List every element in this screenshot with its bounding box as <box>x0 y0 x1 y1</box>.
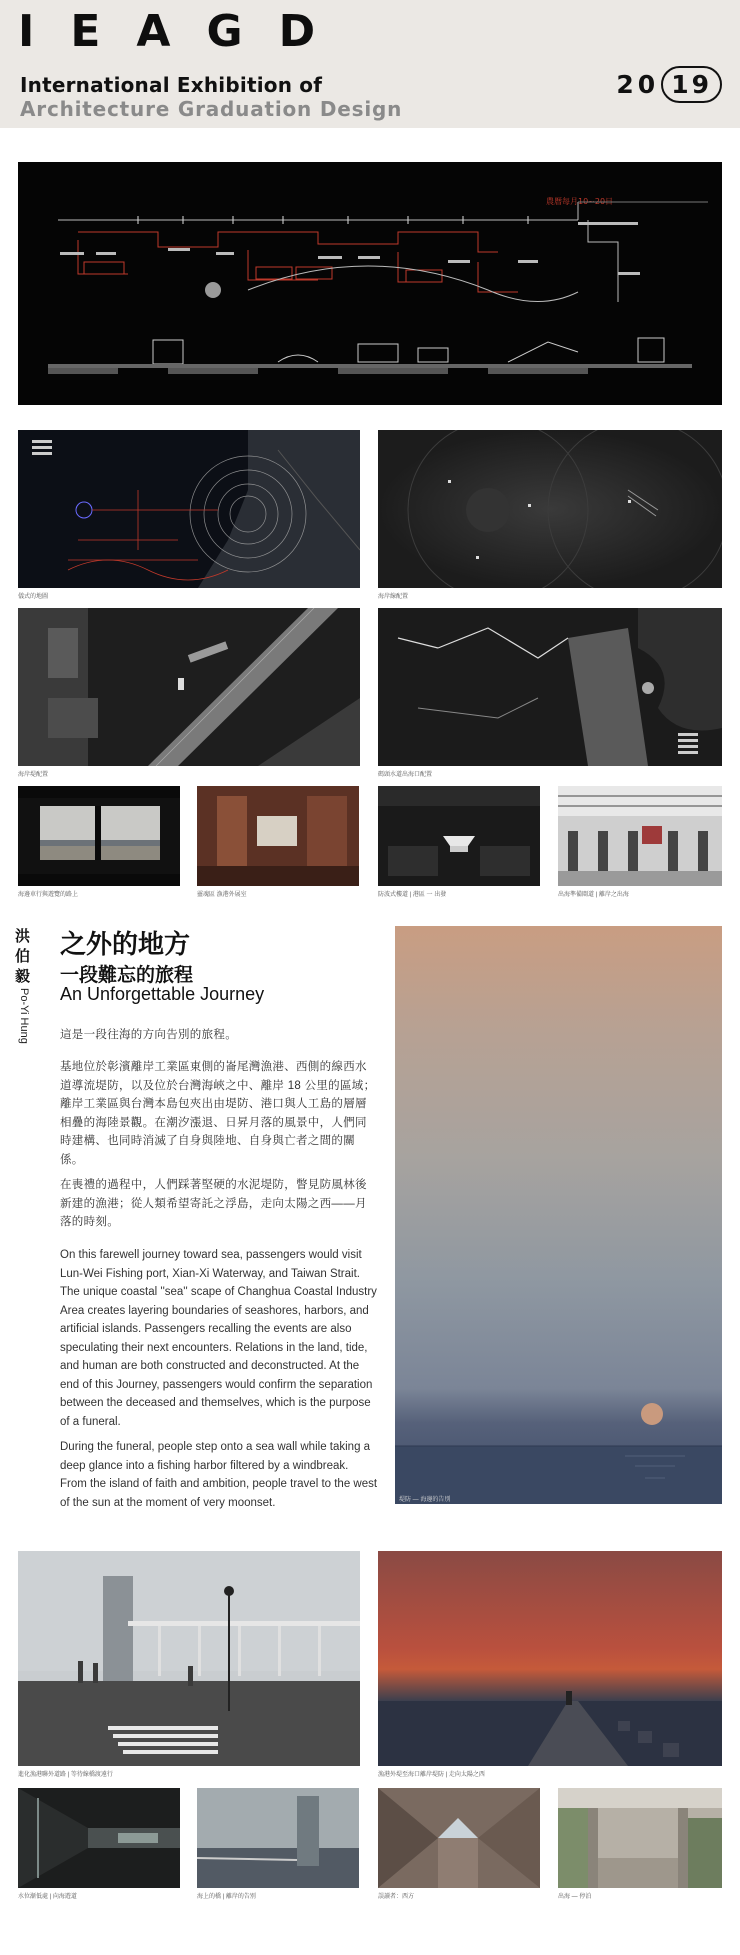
render-tunnel-drawing <box>378 786 540 886</box>
caption-4: 碼頭水道出海口配置 <box>378 772 433 778</box>
page-header <box>0 0 740 128</box>
caption-15: 出海 — 停泊 <box>558 1894 592 1900</box>
render-west-valley <box>378 1788 540 1888</box>
moonset-photo-drawing <box>395 926 722 1504</box>
caption-8: 出海準備閘道 | 離岸之出海 <box>558 892 629 898</box>
caption-9: 堤防 — 海邊的告別 <box>399 1497 451 1503</box>
harbor-plan-drawing <box>378 608 722 766</box>
seawall-plan-drawing <box>18 608 360 766</box>
caption-2: 海岸線配置 <box>378 594 409 600</box>
render-car-window-drawing <box>18 786 180 886</box>
year-prefix: 20 <box>616 70 660 99</box>
paragraph-5: During the funeral, people step onto a sea wall while taking a deep glance into a fishing harbor filtered by a windbreak. From the island of faith and ambition, people travel to the west of the sun at the moment of very moonset. <box>60 1441 378 1509</box>
render-corridor <box>18 1788 180 1888</box>
caption-3: 海岸堤配置 <box>18 772 49 778</box>
project-title: 之外的地方 <box>60 930 191 960</box>
site-map-panel <box>18 430 360 588</box>
caption-14: 誤讀者：西方 <box>378 1894 415 1900</box>
caption-11: 漁港外堤至海口離岸堤防 | 走向太陽之西 <box>378 1772 485 1778</box>
project-subtitle: 一段難忘的旅程 <box>60 964 194 986</box>
moonset-photo <box>395 926 722 1504</box>
render-pavilion-drawing <box>558 1788 722 1888</box>
seawall-plan-panel <box>18 608 360 766</box>
author-name-zh: 洪伯毅 <box>15 927 31 985</box>
project-title-en: An Unforgettable Journey <box>60 984 265 1004</box>
caption-13: 海上的橋 | 離岸的告別 <box>197 1894 256 1900</box>
caption-5: 海邊車行與遊覽的路上 <box>18 892 79 898</box>
render-gates <box>558 786 722 886</box>
timeline-section-diagram <box>18 162 722 405</box>
harbor-plan-panel <box>378 608 722 766</box>
diagram-drawing <box>18 162 722 405</box>
render-interior-room <box>197 786 359 886</box>
header-line-2: Architecture Graduation Design <box>20 97 403 121</box>
header-line-1: International Exhibition of <box>20 73 323 97</box>
diagram-label: 農曆每月10~20日 <box>546 197 614 206</box>
render-west-valley-drawing <box>378 1788 540 1888</box>
paragraph-2: 基地位於彰濱離岸工業區東側的崙尾灣漁港、西側的線西水道導流堤防，以及位於台灣海峽之中、離岸 18 公里的區域；離岸工業區與台灣本島包夾出由堤防、港口與人工島的層層相疊的海陸景觀。在潮汐漲退、日昇月落的風景中，人們同時建構、也同時消滅了自身與陸地、自身與亡者之間的關係。 <box>60 1061 376 1166</box>
render-pavilion <box>558 1788 722 1888</box>
paragraph-1: 這是一段往海的方向告別的旅程。 <box>60 1029 237 1041</box>
render-car-window <box>18 786 180 886</box>
paragraph-3: 在喪禮的過程中，人們踩著堅硬的水泥堤防，瞥見防風林後新建的漁港；從人類希望寄託之浮島，走向太陽之西——月落的時刻。 <box>60 1179 367 1228</box>
caption-12: 水位漸低處 | 向海遊道 <box>18 1894 77 1900</box>
caption-6: 靈魂區 漁港外展室 <box>197 892 247 898</box>
caption-7: 防波式樓道 | 港區 一 出發 <box>378 892 447 898</box>
render-sea-bridge <box>197 1788 359 1888</box>
site-map-drawing <box>18 430 360 588</box>
concentric-render-drawing <box>378 430 722 588</box>
render-crosswalk-drawing <box>18 1551 360 1766</box>
year-badge <box>616 66 722 103</box>
render-gates-drawing <box>558 786 722 886</box>
paragraph-4: On this farewell journey toward sea, passengers would visit Lun-Wei Fishing port, Xian-Xi Waterway, and Taiwan Strait. The unique coastal ''sea'' scape of Changhua Coastal Industry Area creates layering boundaries of seashores, harbors, and artificial islands. Passengers recalling the events are also speculating their next encounters. Relations in the land, tide, and human are both constructed and deconstructed. At the end of this Journey, passengers would confirm the separation between the deceased and themselves, which is the purpose of a funeral. <box>60 1249 377 1428</box>
render-breakwater-dusk-drawing <box>378 1551 722 1766</box>
caption-10: 進化漁港聯外道路 | 等待線橋渡遠行 <box>18 1772 113 1778</box>
render-corridor-drawing <box>18 1788 180 1888</box>
logo: IEAGD <box>18 6 352 57</box>
render-crosswalk <box>18 1551 360 1766</box>
concentric-render-panel <box>378 430 722 588</box>
year-suffix: 19 <box>661 66 722 103</box>
render-breakwater-dusk <box>378 1551 722 1766</box>
render-tunnel <box>378 786 540 886</box>
render-interior-room-drawing <box>197 786 359 886</box>
caption-1: 儀式的地圖 <box>18 594 49 600</box>
author-name-en: Po-Yi Hung <box>18 988 30 1044</box>
render-sea-bridge-drawing <box>197 1788 359 1888</box>
